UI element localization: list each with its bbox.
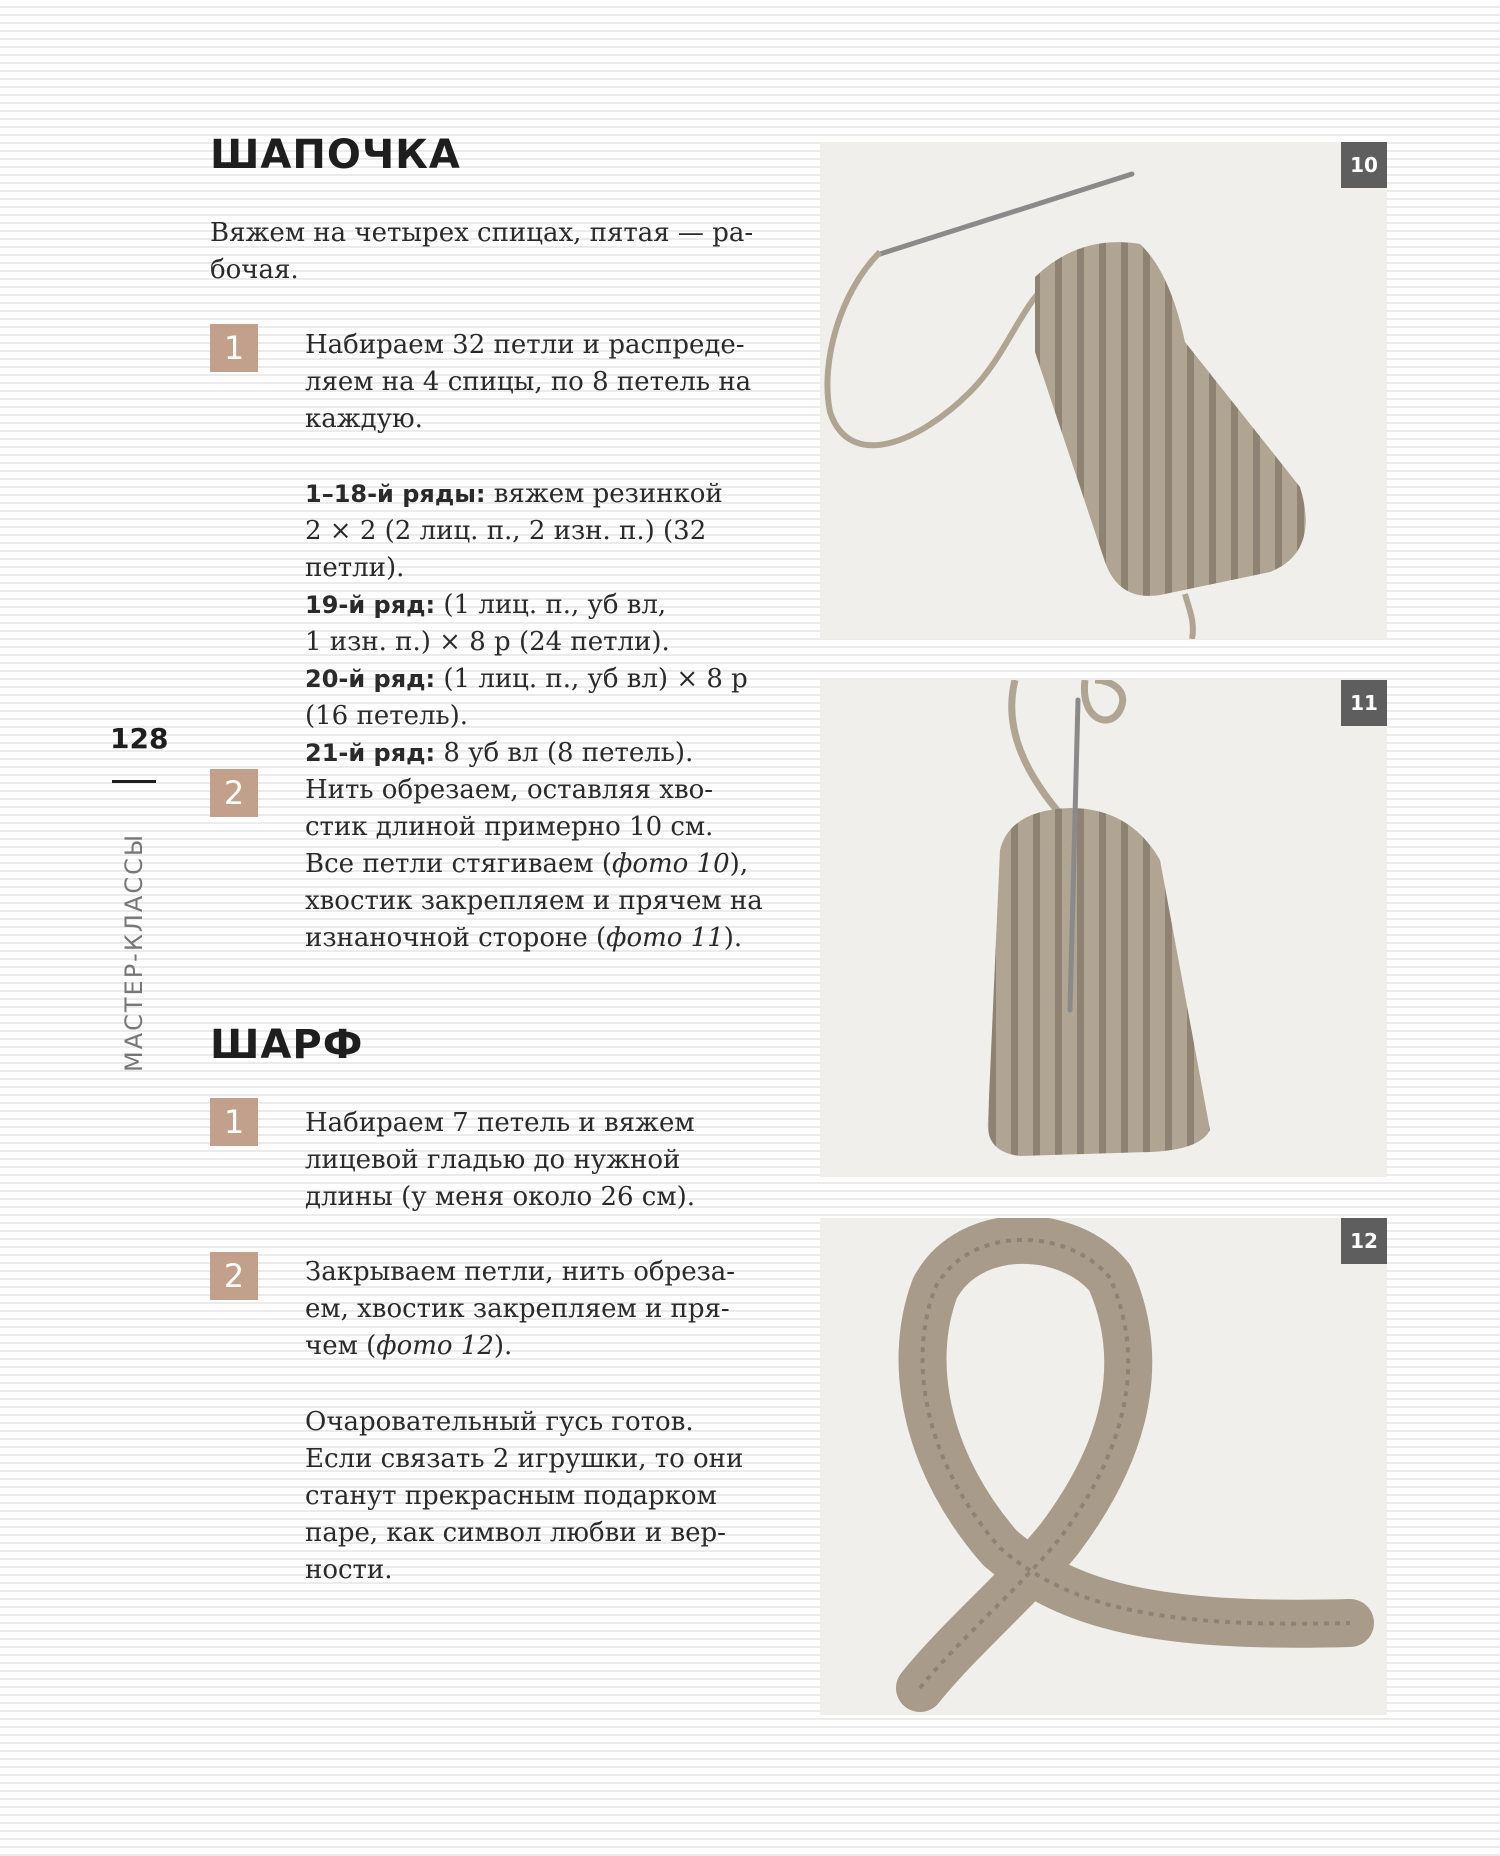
- needle: [880, 174, 1132, 254]
- scarf-body: [920, 1240, 1350, 1688]
- row-text: 8 уб вл (8 петель).: [435, 738, 694, 768]
- row-text: 1 изн. п.) × 8 р (24 петли).: [305, 627, 670, 657]
- scarf-step2-line: Закрываем петли, нить обреза-: [305, 1257, 736, 1287]
- row-label: 19-й ряд:: [305, 591, 436, 619]
- hat-intro: [210, 215, 790, 289]
- page-number-rule: [112, 780, 156, 783]
- photo-hat-with-needle: [820, 142, 1387, 639]
- photo-number-badge: 10: [1341, 142, 1387, 188]
- row-text: (16 петель).: [305, 701, 469, 731]
- hat-intro-line: бочая.: [210, 255, 299, 285]
- scarf-outro: [305, 1404, 805, 1589]
- row-text: (1 лиц. п., уб вл,: [435, 590, 667, 620]
- hat-step1-line: Набираем 32 петли и распреде-: [305, 330, 745, 360]
- row-label: 20-й ряд:: [305, 665, 436, 693]
- hat-step1-text: [305, 327, 805, 438]
- row-text: вяжем резинкой: [485, 479, 723, 509]
- hat-step1-line: каждую.: [305, 404, 423, 434]
- text-segment: чем (: [305, 1331, 377, 1361]
- scarf-step1-line: лицевой гладью до нужной: [305, 1145, 681, 1175]
- text-segment: Все петли стягиваем (: [305, 849, 612, 879]
- hat-step2-number: 2: [210, 769, 258, 817]
- scarf-outro-line: Если связать 2 игрушки, то они: [305, 1444, 744, 1474]
- yarn-tail: [827, 252, 1060, 445]
- scarf-step1-line: длины (у меня около 26 см).: [305, 1182, 695, 1212]
- scarf-step1-text: [305, 1105, 805, 1216]
- hat-needle-illustration: [820, 142, 1387, 639]
- scarf-step2-text: [305, 1254, 805, 1365]
- hat-heading: ШАПОЧКА: [210, 132, 461, 178]
- row-text: 2 × 2 (2 лиц. п., 2 изн. п.) (32 петли).: [305, 516, 707, 583]
- text-segment: ).: [723, 923, 743, 953]
- photo-number-badge: 11: [1341, 680, 1387, 726]
- photo-ref: фото 11: [606, 923, 724, 953]
- hat-step2-line: хвостик закрепляем и прячем на: [305, 886, 763, 916]
- scarf-outro-line: станут прекрасным подарком: [305, 1481, 717, 1511]
- hat-step2-text: [305, 772, 805, 957]
- text-segment: изнаночной стороне (: [305, 923, 607, 953]
- yarn-end: [1185, 594, 1193, 639]
- hat-step2-line: стик длиной примерно 10 см.: [305, 812, 714, 842]
- scarf-outro-line: паре, как символ любви и вер-: [305, 1518, 726, 1548]
- yarn-tail-left: [1012, 680, 1065, 820]
- hat-tail-illustration: [820, 680, 1387, 1177]
- scarf-step2-line: ем, хвостик закрепляем и пря-: [305, 1294, 730, 1324]
- row-label: 21-й ряд:: [305, 739, 436, 767]
- hat-step1-line: ляем на 4 спицы, по 8 петель на: [305, 367, 752, 397]
- yarn-tail-loop: [1084, 680, 1122, 720]
- text-segment: ),: [729, 849, 749, 879]
- scarf-step1-number: 1: [210, 1098, 258, 1146]
- photo-ref: фото 10: [612, 849, 730, 879]
- knitted-hat: [1035, 242, 1306, 596]
- scarf-heading: ШАРФ: [210, 1022, 364, 1068]
- hat-step1-number: 1: [210, 324, 258, 372]
- knitted-hat: [988, 808, 1210, 1156]
- text-segment: ).: [493, 1331, 513, 1361]
- scarf-step1-line: Набираем 7 петель и вяжем: [305, 1108, 695, 1138]
- hat-step2-line: Нить обрезаем, оставляя хво-: [305, 775, 714, 805]
- row-label: 1–18-й ряды:: [305, 480, 486, 508]
- scarf-outro-line: ности.: [305, 1555, 393, 1585]
- photo-hat-tail-hidden: [820, 680, 1387, 1177]
- photo-number-badge: 12: [1341, 1218, 1387, 1264]
- scarf-outro-line: Очаровательный гусь готов.: [305, 1407, 694, 1437]
- photo-ref: фото 12: [376, 1331, 494, 1361]
- hat-row-instructions: [305, 476, 805, 772]
- scarf-step2-number: 2: [210, 1252, 258, 1300]
- scarf-illustration: [820, 1218, 1387, 1715]
- row-text: (1 лиц. п., уб вл) × 8 р: [435, 664, 748, 694]
- hat-intro-line: Вяжем на четырех спицах, пятая — ра-: [210, 218, 754, 248]
- section-label: МАСТЕР-КЛАССЫ: [120, 832, 148, 1072]
- page-number: 128: [110, 722, 169, 755]
- photo-knitted-scarf: [820, 1218, 1387, 1715]
